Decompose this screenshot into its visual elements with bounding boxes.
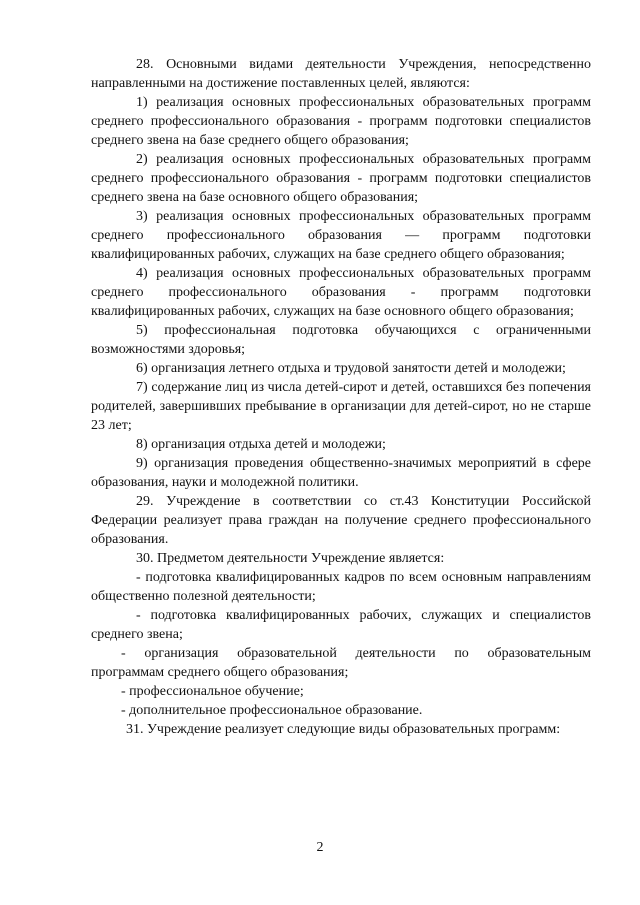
page-number: 2 — [316, 840, 324, 855]
list-item-1: 1) реализация основных профессиональных образовательных программ среднего профессионального образования - программ подготовки специалистов среднего звена на базе среднего общего образования; — [91, 95, 591, 148]
list-item-6: 6) организация летнего отдыха и трудовой занятости детей и молодежи; — [136, 361, 566, 376]
list-item-5: 5) профессиональная подготовка обучающихся с ограниченными возможностями здоровья; — [91, 323, 591, 357]
document-body — [91, 55, 591, 739]
subject-item-2: - подготовка квалифицированных рабочих, служащих и специалистов среднего звена; — [91, 608, 591, 642]
subject-item-3: - организация образовательной деятельности по образовательным программам среднего общего образования; — [91, 646, 591, 680]
list-item-3: 3) реализация основных профессиональных образовательных программ среднего профессионального образования — программ подготовки квалифицированных рабочих, служащих на базе среднего общего образования; — [91, 209, 591, 262]
list-item-2: 2) реализация основных профессиональных образовательных программ среднего профессионального образования - программ подготовки специалистов среднего звена на базе основного общего образования; — [91, 152, 591, 205]
subject-item-4: - профессиональное обучение; — [121, 684, 304, 699]
subject-item-1: - подготовка квалифицированных кадров по всем основным направлениям общественно полезной деятельности; — [91, 570, 591, 604]
subject-item-5: - дополнительное профессиональное образование. — [121, 703, 423, 718]
list-item-7: 7) содержание лиц из числа детей-сирот и детей, оставшихся без попечения родителей, завершивших пребывание в организации для детей-сирот, но не старше 23 лет; — [91, 380, 591, 433]
paragraph-29: 29. Учреждение в соответствии со ст.43 Конституции Российской Федерации реализует права граждан на получение среднего профессионального образования. — [91, 494, 591, 547]
list-item-9: 9) организация проведения общественно-значимых мероприятий в сфере образования, науки и молодежной политики. — [91, 456, 591, 490]
list-item-8: 8) организация отдыха детей и молодежи; — [136, 437, 386, 452]
paragraph-31: 31. Учреждение реализует следующие виды образовательных программ: — [126, 722, 561, 737]
paragraph-28: 28. Основными видами деятельности Учреждения, непосредственно направленными на достижение поставленных целей, являются: — [91, 57, 591, 91]
paragraph-30: 30. Предметом деятельности Учреждение является: — [136, 551, 445, 566]
list-item-4: 4) реализация основных профессиональных образовательных программ среднего профессионального образования - программ подготовки квалифицированных рабочих, служащих на базе основного общего образования; — [91, 266, 591, 319]
